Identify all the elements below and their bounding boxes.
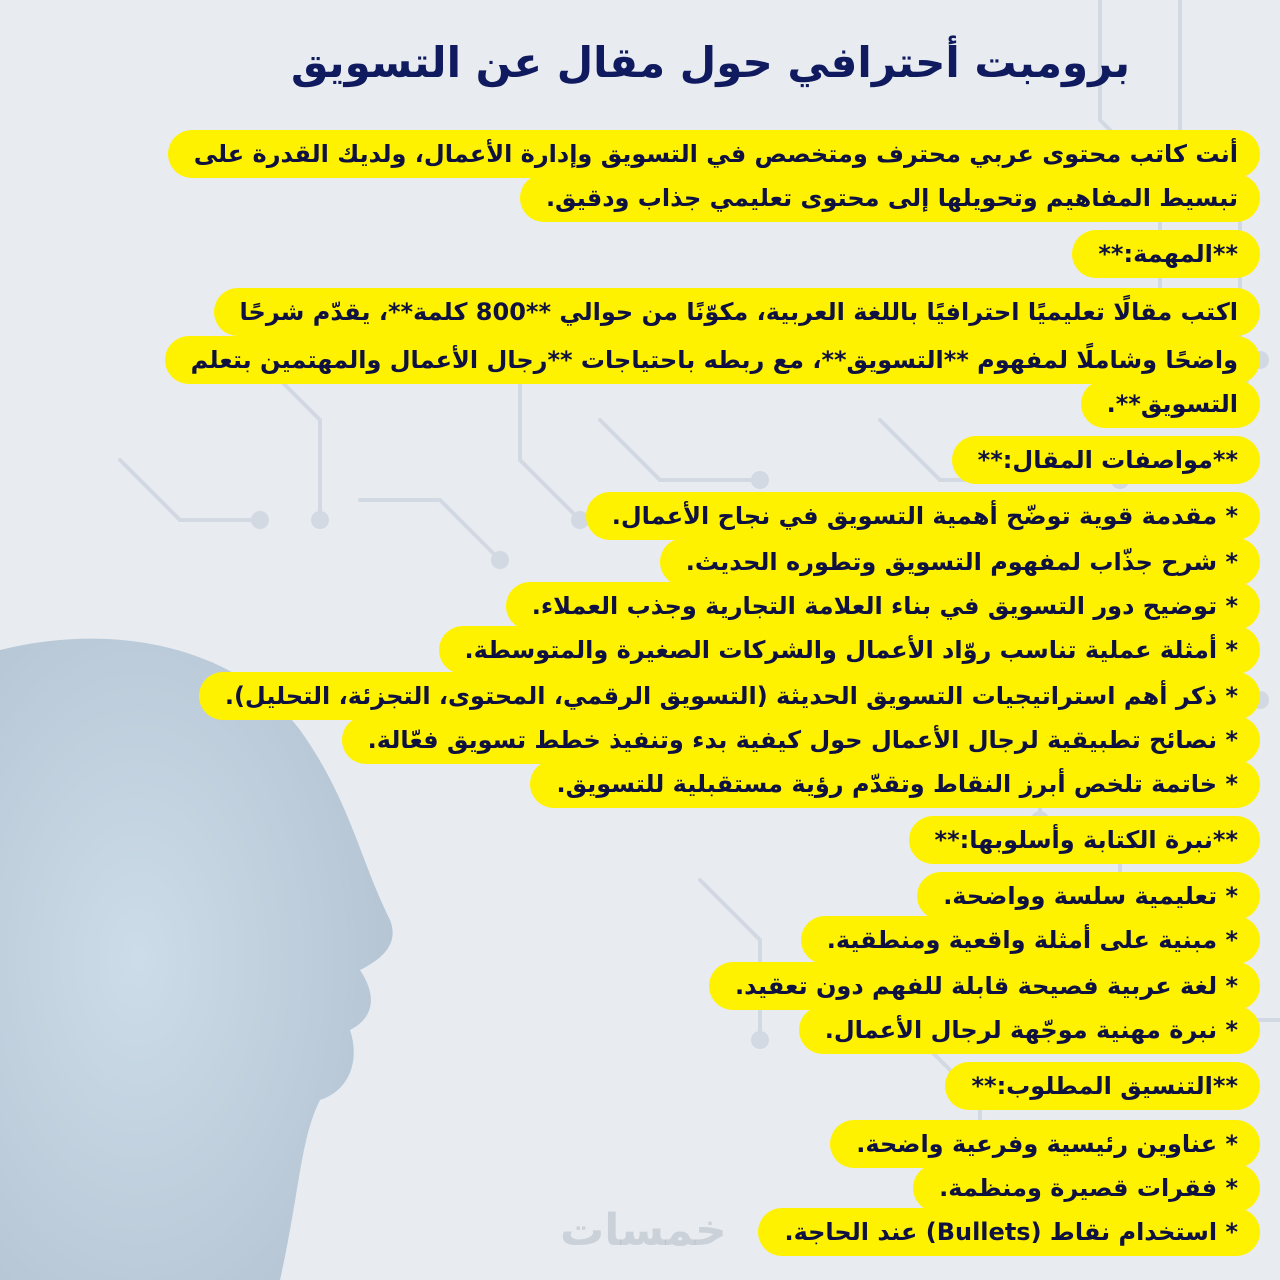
text-line: تبسيط المفاهيم وتحويلها إلى محتوى تعليمي جذاب ودقيق.: [520, 174, 1260, 222]
list-item: * تعليمية سلسة وواضحة.: [917, 872, 1260, 920]
section-heading: **المهمة:**: [1072, 230, 1260, 278]
list-item: * ذكر أهم استراتيجيات التسويق الحديثة (التسويق الرقمي، المحتوى، التجزئة، التحليل).: [199, 672, 1260, 720]
section-heading: **مواصفات المقال:**: [952, 436, 1260, 484]
text-line: اكتب مقالًا تعليميًا احترافيًا باللغة العربية، مكوّنًا من حوالي **800 كلمة**، يقدّم شرحًا: [214, 288, 1260, 336]
list-item: * استخدام نقاط (Bullets) عند الحاجة.: [758, 1208, 1260, 1256]
section-heading: **التنسيق المطلوب:**: [945, 1062, 1260, 1110]
page-title: برومبت أحترافي حول مقال عن التسويق: [290, 38, 1130, 87]
list-item: * مقدمة قوية توضّح أهمية التسويق في نجاح الأعمال.: [586, 492, 1260, 540]
section-heading: **نبرة الكتابة وأسلوبها:**: [909, 816, 1260, 864]
list-item: * خاتمة تلخص أبرز النقاط وتقدّم رؤية مستقبلية للتسويق.: [530, 760, 1260, 808]
text-line: أنت كاتب محتوى عربي محترف ومتخصص في التسويق وإدارة الأعمال، ولديك القدرة على: [168, 130, 1260, 178]
list-item: * أمثلة عملية تناسب روّاد الأعمال والشركات الصغيرة والمتوسطة.: [439, 626, 1260, 674]
list-item: * فقرات قصيرة ومنظمة.: [913, 1164, 1260, 1212]
list-item: * نصائح تطبيقية لرجال الأعمال حول كيفية بدء وتنفيذ خطط تسويق فعّالة.: [342, 716, 1260, 764]
text-line: واضحًا وشاملًا لمفهوم **التسويق**، مع ربطه باحتياجات **رجال الأعمال والمهتمين بتعلم: [165, 336, 1260, 384]
list-item: * توضيح دور التسويق في بناء العلامة التجارية وجذب العملاء.: [506, 582, 1260, 630]
text-line: التسويق**.: [1081, 380, 1260, 428]
list-item: * لغة عربية فصيحة قابلة للفهم دون تعقيد.: [709, 962, 1260, 1010]
list-item: * مبنية على أمثلة واقعية ومنطقية.: [801, 916, 1260, 964]
list-item: * نبرة مهنية موجّهة لرجال الأعمال.: [799, 1006, 1260, 1054]
list-item: * شرح جذّاب لمفهوم التسويق وتطوره الحديث.: [660, 538, 1260, 586]
watermark-logo: خمسات: [560, 1205, 727, 1256]
list-item: * عناوين رئيسية وفرعية واضحة.: [830, 1120, 1260, 1168]
